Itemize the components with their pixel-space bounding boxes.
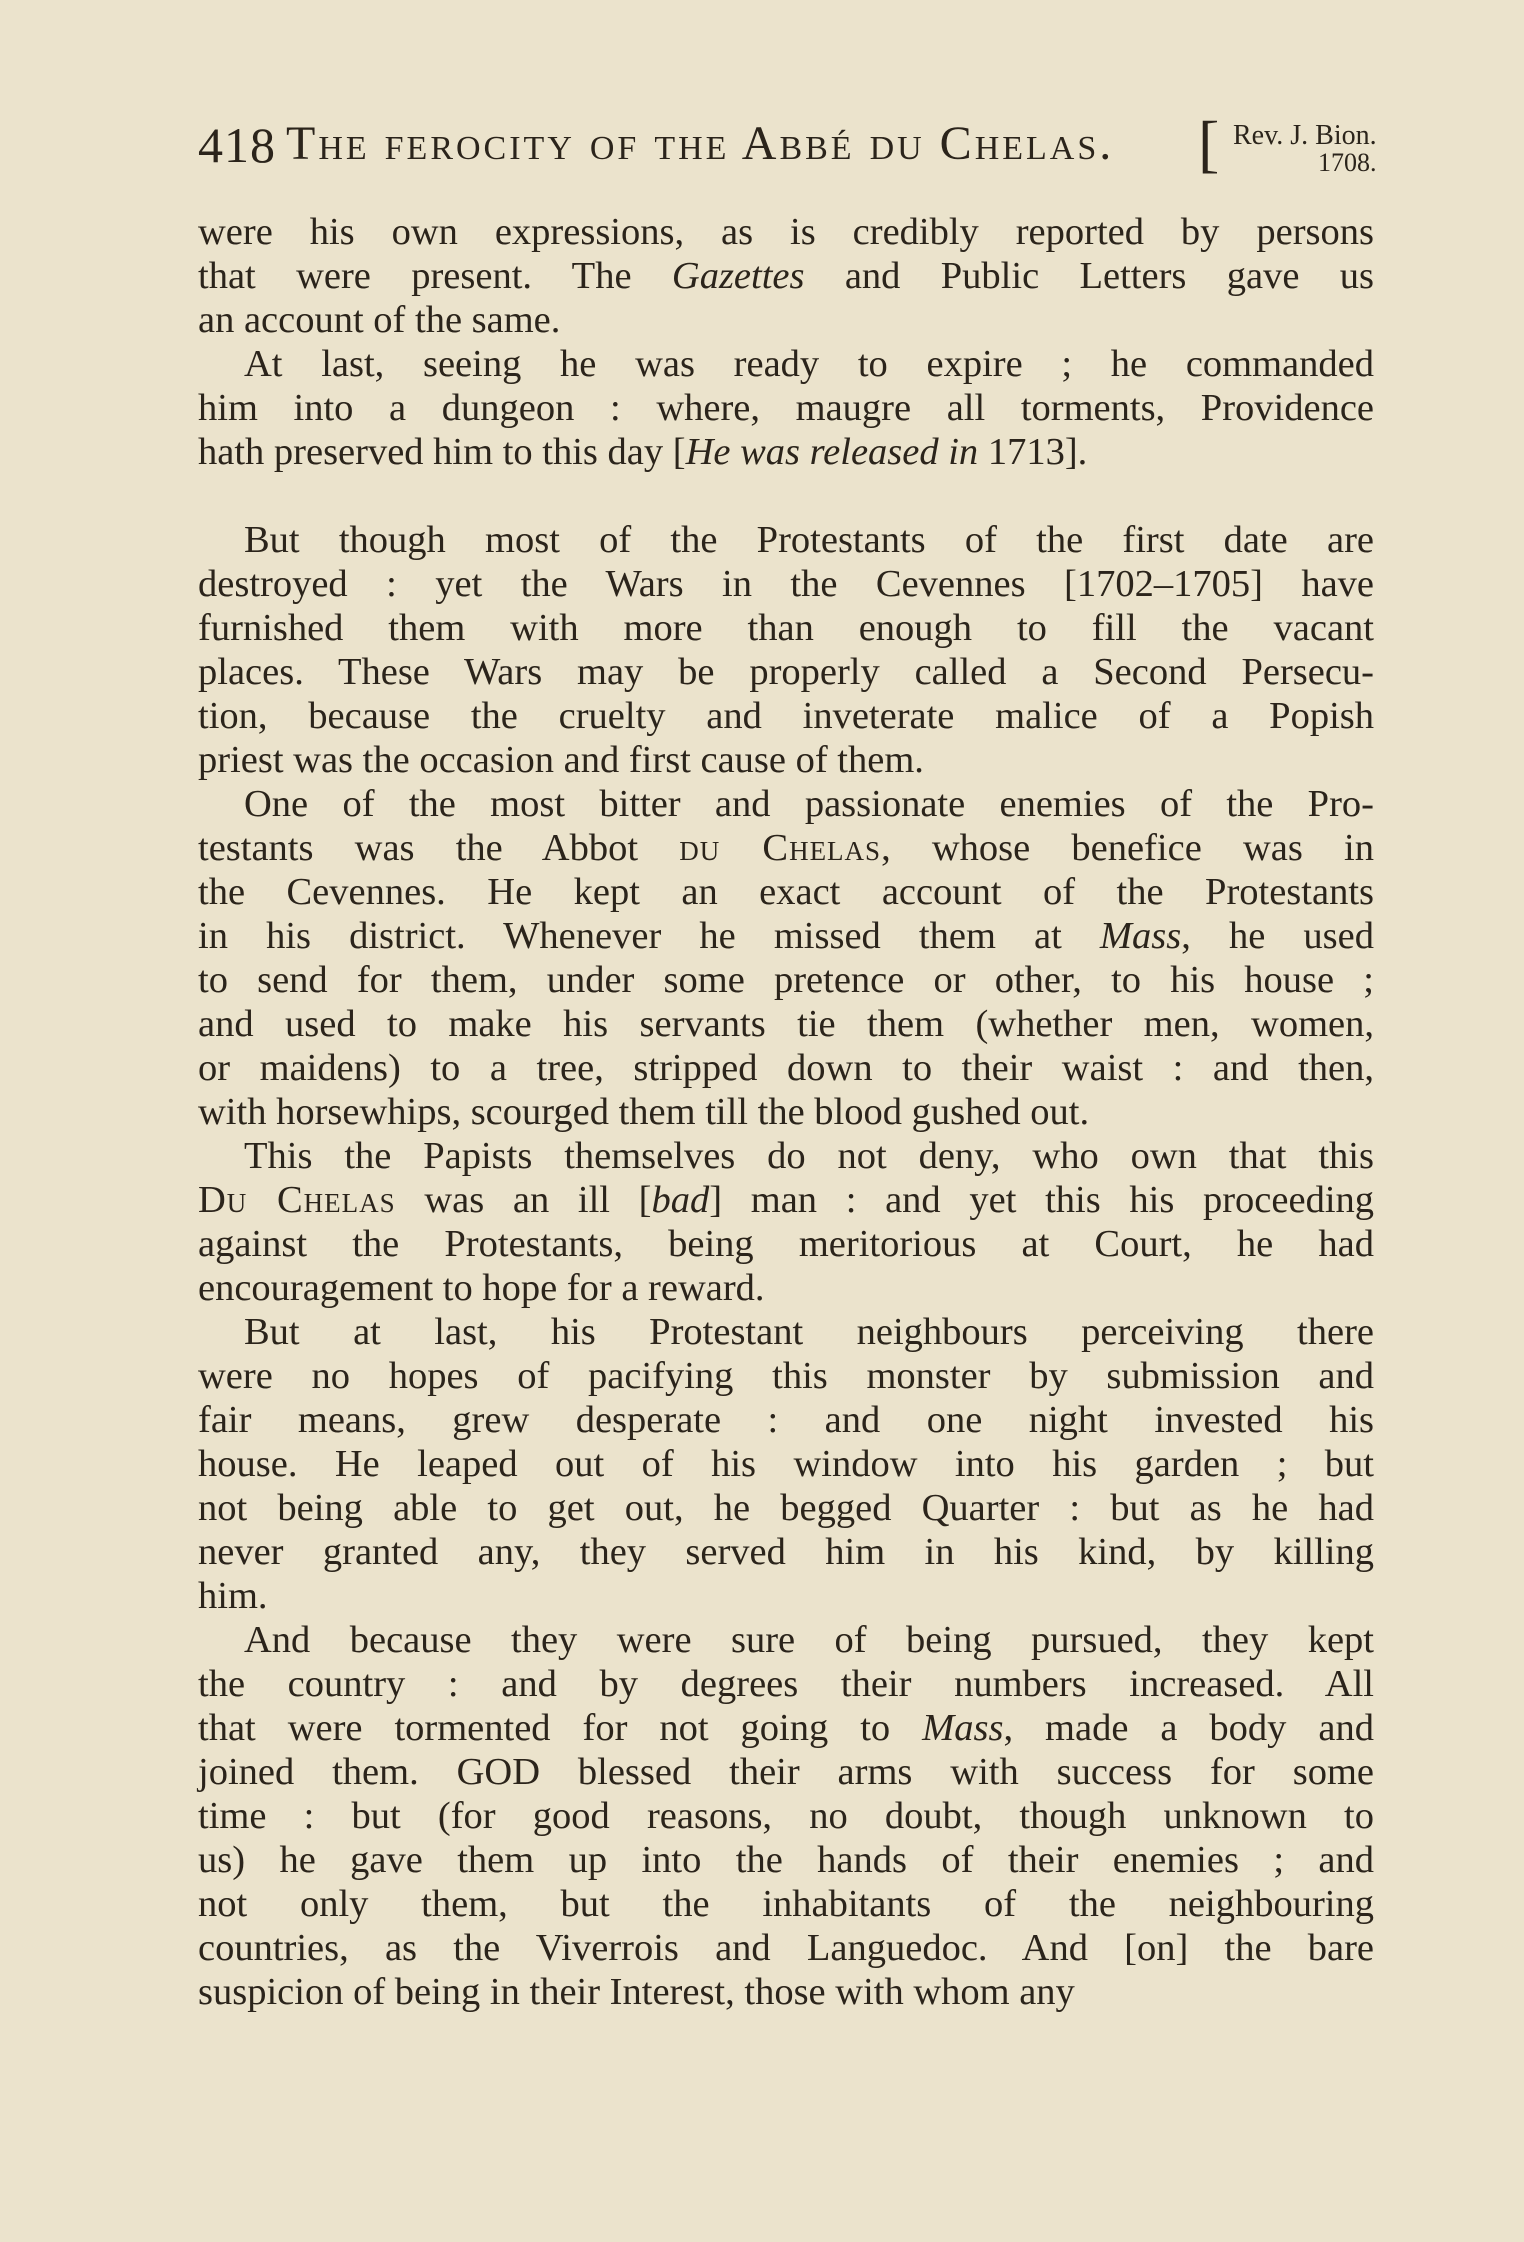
text-line: And because they were sure of being pursued, they kept: [244, 1619, 1374, 1661]
text-line: not only them, but the inhabitants of the neighbouring: [198, 1883, 1374, 1925]
body-text: [198, 210, 1374, 2014]
text-line: not being able to get out, he begged Quarter : but as he had: [198, 1487, 1374, 1529]
running-header: [198, 108, 1386, 182]
page-number: 418: [198, 117, 276, 173]
header-year: 1708.: [1318, 148, 1377, 177]
text-line: the country : and by degrees their numbers increased. All: [198, 1663, 1374, 1705]
text-line: against the Protestants, being meritorious at Court, he had: [198, 1223, 1374, 1265]
text-line: to send for them, under some pretence or other, to his house ;: [198, 959, 1374, 1001]
text-line: encouragement to hope for a reward.: [198, 1267, 765, 1309]
text-line: joined them. GOD blessed their arms with success for some: [198, 1751, 1374, 1793]
text-line: time : but (for good reasons, no doubt, though unknown to: [198, 1795, 1374, 1837]
text-line: fair means, grew desperate : and one night invested his: [198, 1399, 1374, 1441]
text-line: an account of the same.: [198, 299, 561, 341]
text-line: countries, as the Viverrois and Languedoc. And [on] the bare: [198, 1927, 1374, 1969]
text-line: or maidens) to a tree, stripped down to their waist : and then,: [198, 1047, 1374, 1089]
text-line: tion, because the cruelty and inveterate malice of a Popish: [198, 695, 1374, 737]
text-line: the Cevennes. He kept an exact account of the Protestants: [198, 871, 1374, 913]
header-bracket: [: [1198, 108, 1220, 179]
text-line: suspicion of being in their Interest, those with whom any: [198, 1971, 1075, 2013]
paragraph-gap: [198, 474, 1374, 518]
text-line: were no hopes of pacifying this monster by submission and: [198, 1355, 1374, 1397]
text-line: and used to make his servants tie them (whether men, women,: [198, 1003, 1374, 1045]
text-line: Du Chelas was an ill [bad] man : and yet this his proceeding: [198, 1179, 1375, 1221]
text-line: priest was the occasion and first cause of them.: [198, 739, 924, 781]
text-line: were his own expressions, as is credibly reported by persons: [198, 211, 1374, 253]
text-line: testants was the Abbot du Chelas, whose benefice was in: [198, 827, 1374, 869]
text-line: with horsewhips, scourged them till the blood gushed out.: [198, 1091, 1090, 1133]
text-line: that were present. The Gazettes and Public Letters gave us: [198, 255, 1375, 297]
text-line: But though most of the Protestants of the first date are: [244, 519, 1374, 561]
text-line: him.: [198, 1575, 268, 1617]
text-line: At last, seeing he was ready to expire ; he commanded: [244, 343, 1374, 385]
text-line: in his district. Whenever he missed them at Mass, he used: [198, 915, 1374, 957]
text-line: hath preserved him to this day [He was released in 1713].: [198, 431, 1088, 473]
text-line: This the Papists themselves do not deny, who own that this: [244, 1135, 1374, 1177]
text-line: One of the most bitter and passionate enemies of the Pro-: [244, 783, 1374, 825]
header-author-note: Rev. J. Bion.: [1233, 120, 1377, 151]
running-title: The ferocity of the Abbé du Chelas.: [286, 117, 1115, 170]
text-line: that were tormented for not going to Mass, made a body and: [198, 1707, 1374, 1749]
text-line: But at last, his Protestant neighbours perceiving there: [244, 1311, 1374, 1353]
text-line: him into a dungeon : where, maugre all torments, Providence: [198, 387, 1374, 429]
text-line: furnished them with more than enough to fill the vacant: [198, 607, 1374, 649]
text-line: never granted any, they served him in his kind, by killing: [198, 1531, 1374, 1573]
text-line: us) he gave them up into the hands of their enemies ; and: [198, 1839, 1374, 1881]
text-line: places. These Wars may be properly called a Second Persecu-: [198, 651, 1374, 693]
text-line: destroyed : yet the Wars in the Cevennes [1702–1705] have: [198, 563, 1374, 605]
text-line: house. He leaped out of his window into his garden ; but: [198, 1443, 1374, 1485]
